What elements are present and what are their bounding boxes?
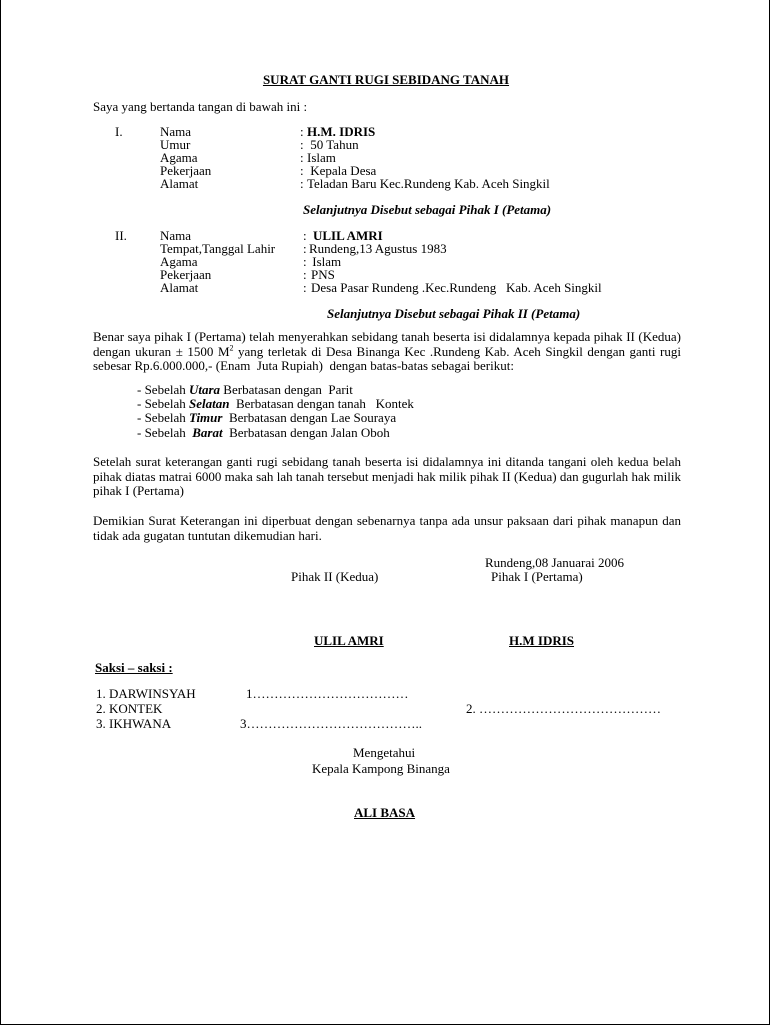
boundary-item: - Sebelah Barat Berbatasan dengan Jalan Oboh [137,425,390,440]
signer-right-name: H.M IDRIS [509,633,575,648]
acknowledger-title: Kepala Kampong Binanga [312,761,450,776]
colon: : [300,137,304,152]
colon: : [303,241,307,256]
witness-signature-line: 3………………………………….. [240,716,422,731]
party1-name-label: Nama [160,124,192,139]
boundary-item: - Sebelah Timur Berbatasan dengan Lae Souraya [137,410,397,425]
party2-name-label: Nama [160,228,192,243]
party2-name-value: ULIL AMRI [313,228,383,243]
party1-address-value: Teladan Baru Kec.Rundeng Kab. Aceh Singkil [307,176,550,191]
party2-designation: Selanjutnya Disebut sebagai Pihak II (Petama) [327,306,581,321]
party1-age-value: 50 Tahun [307,137,359,152]
party1-job-label: Pekerjaan [160,163,212,178]
party1-age-label: Umur [160,137,191,152]
signer-left-name: ULIL AMRI [314,633,384,648]
intro-text: Saya yang bertanda tangan di bawah ini : [93,99,308,114]
witness-signature-line: 1……………………………… [246,686,409,701]
party1-job-value: Kepala Desa [307,163,377,178]
party2-birth-label: Tempat,Tanggal Lahir [160,241,276,256]
paragraph-transfer: Setelah surat keterangan ganti rugi sebidang tanah beserta isi didalamnya ini ditanda tangani oleh kedua belah pihak diatas matrai 6000 maka sah lah tanah tersebut menjadi hak milik pihak II (Kedua) dan gugurlah hak milik pihak I (Pertama) [93,454,681,498]
acknowledger-name: ALI BASA [354,805,416,820]
colon: : [303,267,307,282]
party2-religion-value: Islam [309,254,342,269]
colon: : [303,254,307,269]
acknowledged-label: Mengetahui [353,745,416,760]
colon: : [300,124,304,139]
party1-designation: Selanjutnya Disebut sebagai Pihak I (Petama) [303,202,552,217]
witness-heading: Saksi – saksi : [95,660,173,675]
party2-job-label: Pekerjaan [160,267,212,282]
paragraph-agreement-part1: Benar saya pihak I (Pertama) telah menyerahkan sebidang tanah beserta isi didalamnya kepada pihak II (Kedua) dengan ukuran ± 1500 M [93,329,681,359]
colon: : [303,280,307,295]
colon: : [300,163,304,178]
colon: : [300,176,304,191]
party2-religion-label: Agama [160,254,198,269]
party2-job-value: PNS [311,267,335,282]
boundary-item: - Sebelah Selatan Berbatasan dengan tanah Kontek [137,396,414,411]
superscript: 2 [229,343,234,353]
witness-name: 3. IKHWANA [96,716,172,731]
paragraph-closing: Demikian Surat Keterangan ini diperbuat dengan sebenarnya tanpa ada unsur paksaan dari pihak manapun dan tidak ada gugatan tuntutan dikemudian hari. [93,513,681,543]
signer-left-role: Pihak II (Kedua) [291,569,379,584]
document-title: SURAT GANTI RUGI SEBIDANG TANAH [262,72,510,87]
witness-name: 2. KONTEK [96,701,163,716]
party2-numeral: II. [115,228,127,243]
place-date: Rundeng,08 Januarai 2006 [485,555,625,570]
party1-name-value: H.M. IDRIS [307,124,376,139]
party1-religion-label: Agama [160,150,198,165]
party2-address-value: Desa Pasar Rundeng .Kec.Rundeng Kab. Aceh Singkil [311,280,602,295]
colon: : [303,228,307,243]
party1-numeral: I. [115,124,123,139]
paragraph-agreement-part2: yang terletak di Desa Binanga Kec .Rundeng Kab. Aceh Singkil dengan ganti rugi sebesar Rp.6.000.000,- (Enam Juta Rupiah) dengan batas-batas sebagai berikut: [93,343,685,373]
witness-signature-line: 2. …………………………………… [466,701,661,716]
paragraph-agreement [93,329,685,374]
party2-address-label: Alamat [160,280,199,295]
witness-name: 1. DARWINSYAH [96,686,196,701]
party2-birth-value: Rundeng,13 Agustus 1983 [309,241,447,256]
party1-religion-value: Islam [307,150,336,165]
colon: : [300,150,304,165]
boundary-item: - Sebelah Utara Berbatasan dengan Parit [137,382,353,397]
signer-right-role: Pihak I (Pertama) [491,569,583,584]
party1-address-label: Alamat [160,176,199,191]
